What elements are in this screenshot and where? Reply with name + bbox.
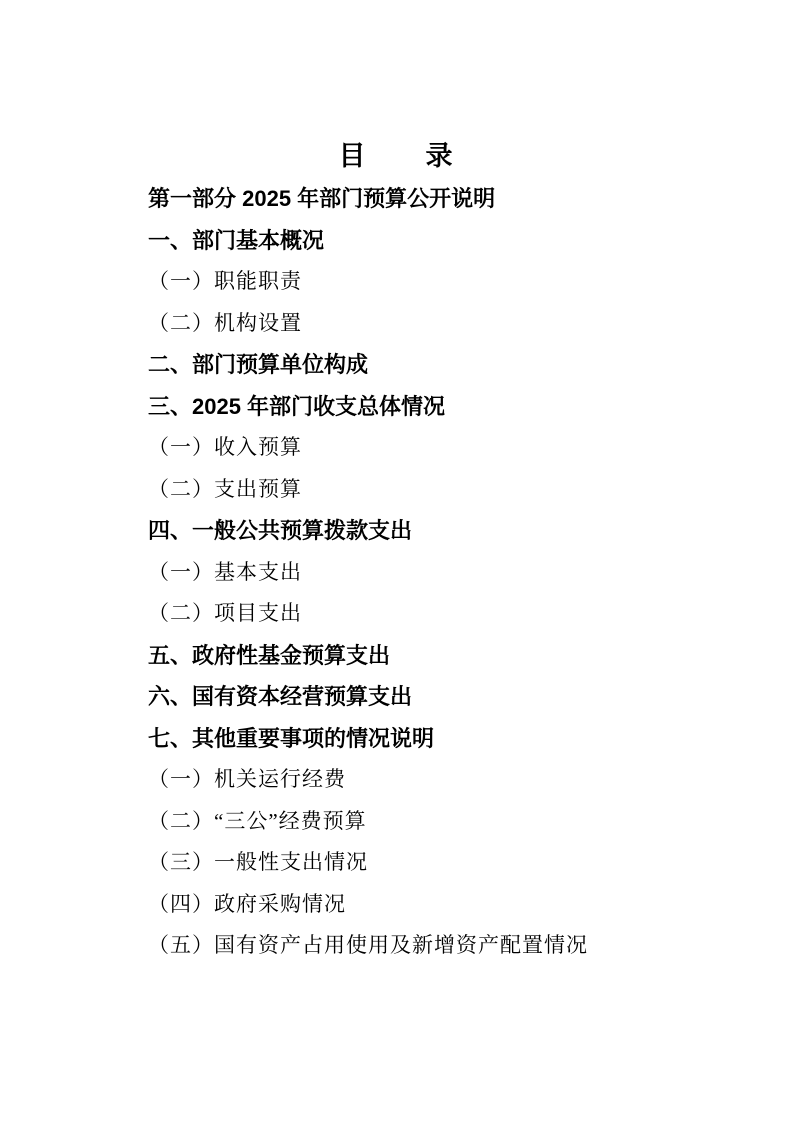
toc-entry: （一）职能职责 [148,269,302,293]
toc-entry: （二）机构设置 [148,310,302,335]
toc-entry: 六、国有资本经营预算支出 [148,684,413,709]
toc-entry: （五）国有资产占用使用及新增资产配置情况 [148,933,588,957]
toc-entry: （一）机关运行经费 [148,767,346,791]
toc-entry: （三）一般性支出情况 [148,850,368,874]
toc-entry: （四）政府采购情况 [148,891,346,916]
toc-entry: 五、政府性基金预算支出 [148,642,391,668]
toc-list [148,178,753,967]
toc-entry: （二）项目支出 [148,601,302,625]
toc-entry: （一）基本支出 [148,559,302,584]
toc-entry: 第一部分 2025 年部门预算公开说明 [148,186,496,211]
toc-entry: （二）支出预算 [148,476,302,501]
toc-entry: 一、部门基本概况 [148,227,325,253]
toc-entry: 二、部门预算单位构成 [148,352,369,377]
toc-entry: （一）收入预算 [148,435,302,459]
toc-title: 目 录 [338,141,455,171]
toc-entry: （二）“三公”经费预算 [148,808,367,833]
toc-entry: 三、2025 年部门收支总体情况 [148,393,446,419]
toc-entry: 七、其他重要事项的情况说明 [148,725,435,751]
toc-entry: 四、一般公共预算拨款支出 [148,518,413,543]
